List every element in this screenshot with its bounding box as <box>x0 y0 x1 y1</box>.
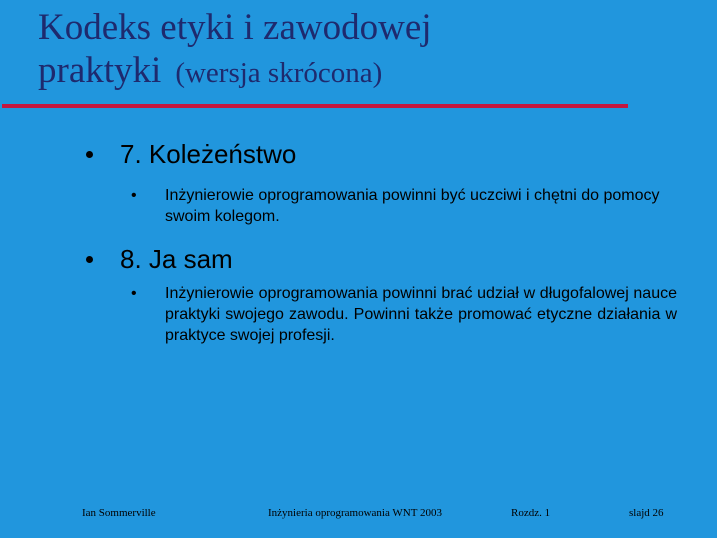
footer-slide-number: slajd 26 <box>629 507 664 519</box>
sub-bullet-icon: • <box>131 285 137 302</box>
sub-bullet-icon: • <box>131 187 137 204</box>
footer-course: Inżynieria oprogramowania WNT 2003 <box>268 507 443 519</box>
bullet-heading: 7. Koleżeństwo <box>120 139 297 169</box>
title-main: praktyki <box>38 50 162 91</box>
sub-bullet-text: Inżynierowie oprogramowania powinni być uczciwi i chętni do pomocy swoim kolegom. <box>165 187 660 225</box>
slide-title <box>38 6 698 95</box>
bullet-heading: 8. Ja sam <box>120 244 233 274</box>
title-subtitle: (wersja skrócona) <box>175 57 383 89</box>
title-line-1: Kodeks etyki i zawodowej <box>38 7 432 48</box>
title-line-2 <box>38 49 698 95</box>
title-divider <box>2 104 628 108</box>
footer-author: Ian Sommerville <box>82 507 156 519</box>
bullet-dot-icon <box>86 256 93 263</box>
footer-chapter: Rozdz. 1 <box>511 507 551 519</box>
sub-bullet-text: Inżynierowie oprogramowania powinni brać udział w długofalowej nauce praktyki swojego zawodu. Powinni także promować etyczne działania w praktyce swojej profesji. <box>165 285 677 344</box>
bullet-dot-icon <box>86 151 93 158</box>
